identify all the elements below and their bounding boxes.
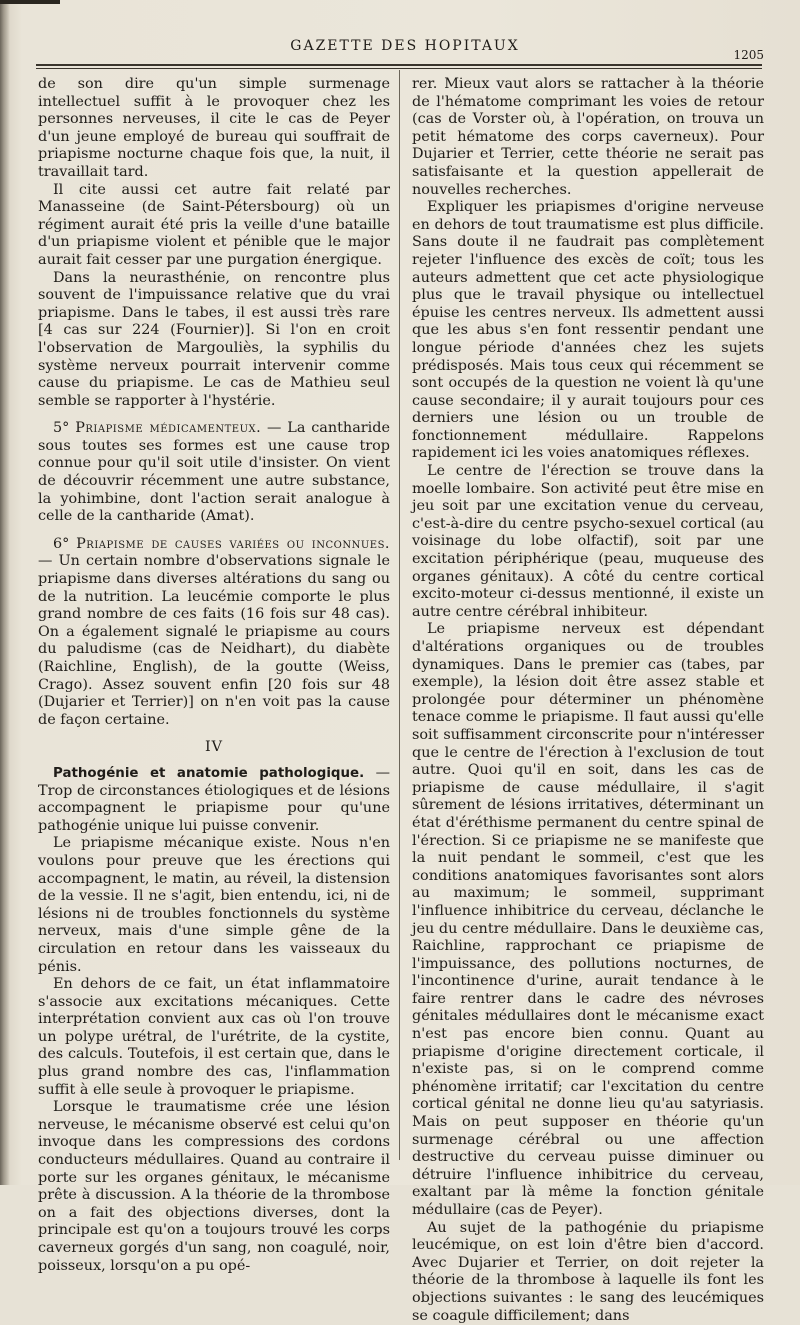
left-column [38, 76, 390, 1275]
paragraph: de son dire qu'un simple surmenage intellectuel suffit à le provoquer chez les personnes nerveuses, il cite le cas de Peyer d'un jeune employé de bureau qui souffrait de priapisme nocturne chaque fois que, la nuit, il travaillait tard. [38, 76, 390, 180]
paragraph: Au sujet de la pathogénie du priapisme leucémique, on est loin d'être bien d'accord. Avec Dujarier et Terrier, on doit rejeter la théorie de la thrombose à laquelle ils font les objections suivantes : le sang des leucémiques se coagule difficilement; dans [412, 1219, 764, 1324]
section-6-paragraph [38, 536, 390, 730]
binding-mark [0, 0, 60, 4]
paragraph: Il cite aussi cet autre fait relaté par Manasseine (de Saint-Pétersbourg) où un régiment aurait été pris la veille d'une bataille d'un priapisme violent et pénible que le major aurait fait cesser par une purgation énergique. [38, 181, 390, 268]
section-6-number: 6° [53, 535, 70, 552]
section-iv-title: Pathogénie et anatomie pathologique. [53, 765, 365, 781]
right-column [412, 76, 764, 1325]
page-number: 1205 [733, 48, 764, 62]
section-iv-paragraph [38, 765, 390, 835]
paragraph: Lorsque le traumatisme crée une lésion nerveuse, le mécanisme observé est celui qu'on invoque dans les compressions des cordons conducteurs médullaires. Quand au contraire il porte sur les organes génitaux, le mécanisme prête à discussion. A la théorie de la thrombose on a fait des objections diverses, dont la principale est qu'on a toujours trouvé les corps caverneux gorgés d'un sang, non coagulé, noir, poisseux, lorsqu'on a pu opé- [38, 1099, 390, 1274]
column-divider [399, 70, 400, 1160]
section-5-title: Priapisme médicamenteux. [75, 420, 262, 437]
section-6-text: — Un certain nombre d'observations signale le priapisme dans diverses altérations du sang ou de la nutrition. La leucémie comporte le plus grand nombre de ces faits (16 fois sur 48 cas). On a également signalé le priapisme au cours du paludisme (cas de Neidhart), du diabète (Raichline, English), de la goutte (Weiss, Crago). Assez souvent enfin [20 fois sur 48 (Dujarier et Terrier)] on n'en voit pas la cause de façon certaine. [38, 553, 390, 728]
paragraph: Expliquer les priapismes d'origine nerveuse en dehors de tout traumatisme est plus difficile. Sans doute il ne faudrait pas complètement rejeter l'influence des excès de coït; tous les auteurs admettent que cet acte physiologique plus que le travail physique ou intellectuel épuise les centres nerveux. Ils admettent aussi que les abus s'en font ressentir pendant une longue période d'années chez les sujets prédisposés. Mais tous ceux qui récemment se sont occupés de la question ne voient là qu'une cause secondaire; il y aurait toujours pour ces derniers une lésion ou un trouble de fonctionnement médullaire. Rappelons rapidement ici les voies anatomiques réflexes. [412, 199, 764, 462]
section-5-paragraph [38, 420, 390, 526]
section-6-title: Priapisme de causes variées ou inconnues. [76, 535, 391, 552]
section-numeral: IV [204, 739, 224, 756]
paragraph: Le centre de l'érection se trouve dans la moelle lombaire. Son activité peut être mise en jeu soit par une excitation venue du cerveau, c'est-à-dire du centre psycho-sexuel cortical (au voisinage du lobe olfactif), soit par une excitation périphérique (peau, muqueuse des organes génitaux). A côté du centre cortical excito-moteur ci-dessus mentionné, il existe un autre centre cérébral inhibiteur. [412, 463, 764, 620]
paragraph: Le priapisme mécanique existe. Nous n'en voulons pour preuve que les érections qui accompagnent, le matin, au réveil, la distension de la vessie. Il ne s'agit, bien entendu, ici, ni de lésions ni de troubles fonctionnels du système nerveux, mais d'une simple gêne de la circulation en retour dans les vaisseaux du pénis. [38, 835, 390, 975]
paragraph: Dans la neurasthénie, on rencontre plus souvent de l'impuissance relative que du vrai priapisme. Dans le tabes, il est aussi très rare [4 cas sur 224 (Fournier)]. Si l'on en croit l'observation de Margouliès, la syphilis du système nerveux pourrait intervenir comme cause du priapisme. Le cas de Mathieu seul semble se rapporter à l'hystérie. [38, 269, 390, 409]
page-binding-edge [0, 0, 10, 1185]
paragraph: rer. Mieux vaut alors se rattacher à la théorie de l'hématome comprimant les voies de retour (cas de Vorster où, à l'opération, on trouva un petit hématome des corps caverneux). Pour Dujarier et Terrier, cette théorie ne serait pas satisfaisante et la question appellerait de nouvelles recherches. [412, 76, 764, 198]
paragraph: En dehors de ce fait, un état inflammatoire s'associe aux excitations mécaniques. Cette interprétation convient aux cas où l'on trouve un polype urétral, de l'urétrite, de la cystite, des calculs. Toutefois, il est certain que, dans le plus grand nombre des cas, l'inflammation suffit à elle seule à provoquer le priapisme. [38, 976, 390, 1098]
running-title: GAZETTE DES HOPITAUX [290, 38, 520, 54]
section-5-text: — La cantharide sous toutes ses formes est une cause trop connue pour qu'il soit utile d'insister. On vient de découvrir récemment une autre substance, la yohimbine, dont l'action serait analogue à celle de la cantharide (Amat). [38, 420, 390, 525]
section-5-number: 5° [53, 420, 70, 437]
header-rule-thin [36, 68, 762, 69]
header-rule [36, 64, 762, 66]
section-iv-text: — Trop de circonstances étiologiques et de lésions accompagnent le priapisme pour qu'une pathogénie unique lui puisse convenir. [38, 764, 390, 834]
paragraph: Le priapisme nerveux est dépendant d'altérations organiques ou de troubles dynamiques. Dans le premier cas (tabes, par exemple), la lésion doit être assez stable et prolongée pour déterminer un phénomène tenace comme le priapisme. Il faut aussi qu'elle soit suffisamment circonscrite pour n'intéresser que le centre de l'érection à l'exclusion de tout autre. Quoi qu'il en soit, dans les cas de priapisme de cause médullaire, il s'agit sûrement de lésions irritatives, déterminant un état d'éréthisme permanent du centre spinal de l'érection. Si ce priapisme ne se manifeste que la nuit pendant le sommeil, c'est que les conditions anatomiques favorisantes sont alors au maximum; le sommeil, supprimant l'influence inhibitrice du cerveau, déclanche le jeu du centre médullaire. Dans le deuxième cas, Raichline, rapprochant ce priapisme de l'impuissance, des pollutions nocturnes, de l'incontinence d'urine, aurait tendance à le faire rentrer dans le cadre des névroses génitales médullaires dont le mécanisme exact n'est pas encore bien connu. Quant au priapisme d'origine directement corticale, il n'existe pas, si on le comprend comme phénomène irritatif; car l'excitation du centre cortical génital ne donne lieu qu'au satyriasis. Mais on peut supposer en théorie qu'un surmenage cérébral ou une affection destructive du cerveau puisse diminuer ou détruire l'influence inhibitrice du cerveau, exaltant par là même la fonction génitale médullaire (cas de Peyer). [412, 621, 764, 1218]
